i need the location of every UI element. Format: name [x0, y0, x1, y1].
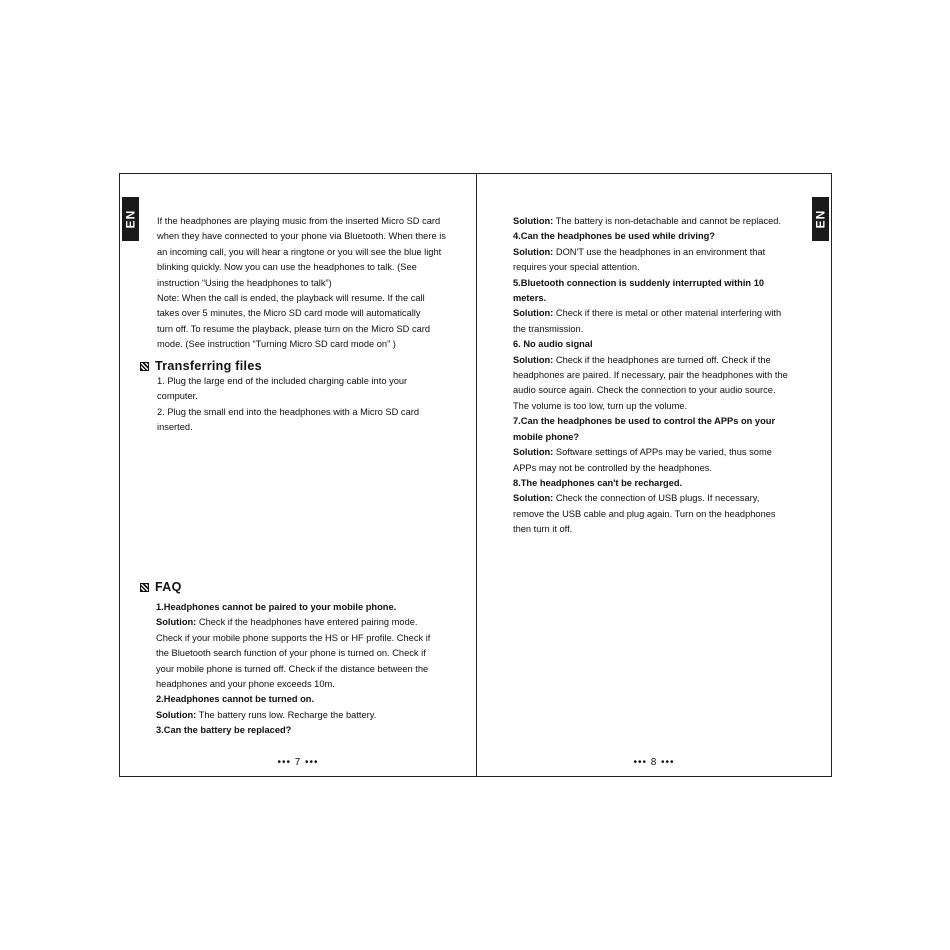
manual-spread	[119, 173, 832, 777]
faq-line: 8.The headphones can't be recharged.	[513, 477, 683, 488]
faq-line: 1.Headphones cannot be paired to your mobile phone.	[156, 602, 397, 612]
transferring-files-heading	[140, 359, 262, 373]
intro-line: takes over 5 minutes, the Micro SD card mode will automatically	[157, 308, 421, 319]
faq-line: then turn it off.	[513, 524, 573, 535]
faq-list-right	[513, 214, 813, 538]
transfer-line: 2. Plug the small end into the headphones with a Micro SD card	[157, 406, 420, 417]
faq-line: 7.Can the headphones be used to control the APPs on your	[513, 416, 776, 427]
faq-line: 6. No audio signal	[513, 339, 593, 350]
faq-line: Solution: Check the connection of USB plugs. If necessary,	[513, 493, 760, 504]
intro-line: instruction “Using the headphones to talk”)	[157, 277, 332, 288]
intro-paragraph	[157, 214, 467, 353]
transfer-line: inserted.	[157, 422, 193, 433]
page-number-right: ••• 8 •••	[633, 757, 675, 768]
faq-line: APPs may not be controlled by the headphones.	[513, 462, 712, 473]
transfer-line: 1. Plug the large end of the included charging cable into your	[157, 376, 408, 386]
section-square-icon	[140, 362, 149, 371]
faq-line: mobile phone?	[513, 431, 580, 442]
faq-line: Solution: Software settings of APPs may be varied, thus some	[513, 447, 772, 458]
intro-line: If the headphones are playing music from the inserted Micro SD card	[157, 216, 441, 226]
intro-line: when they have connected to your phone via Bluetooth. When there is	[157, 231, 446, 242]
faq-line: Solution: Check if the headphones are turned off. Check if the	[513, 354, 771, 365]
faq-line: audio source again. Check the connection to your audio source.	[513, 385, 776, 396]
faq-line: meters.	[513, 293, 547, 304]
intro-line: Note: When the call is ended, the playback will resume. If the call	[157, 293, 425, 304]
language-tab-left	[122, 197, 139, 241]
faq-heading	[140, 580, 182, 594]
page-8	[477, 174, 831, 776]
faq-line: Solution: DON'T use the headphones in an environment that	[513, 246, 766, 257]
language-tab-right	[812, 197, 829, 241]
faq-line: 4.Can the headphones be used while driving?	[513, 231, 715, 242]
faq-line: requires your special attention.	[513, 262, 640, 273]
faq-line: 3.Can the battery be replaced?	[156, 725, 292, 736]
faq-line: 5.Bluetooth connection is suddenly interrupted within 10	[513, 277, 765, 288]
faq-list-left	[156, 600, 466, 739]
transferring-files-title: Transferring files	[155, 359, 262, 373]
faq-title: FAQ	[155, 580, 182, 594]
faq-line: remove the USB cable and plug again. Turn on the headphones	[513, 508, 776, 519]
page-number-left: ••• 7 •••	[277, 757, 319, 768]
faq-line: your mobile phone is turned off. Check if the distance between the	[156, 663, 429, 674]
faq-line: 2.Headphones cannot be turned on.	[156, 694, 315, 705]
faq-line: Solution: The battery runs low. Recharge the battery.	[156, 709, 377, 720]
faq-line: Solution: The battery is non-detachable and cannot be replaced.	[513, 216, 782, 226]
language-tab-label: EN	[813, 209, 828, 229]
faq-line: the transmission.	[513, 323, 584, 334]
faq-line: Solution: Check if the headphones have entered pairing mode.	[156, 617, 418, 628]
page-7	[120, 174, 476, 776]
faq-line: The volume is too low, turn up the volume.	[513, 400, 688, 411]
intro-line: an incoming call, you will hear a ringtone or you will see the blue light	[157, 246, 442, 257]
faq-line: headphones and your phone exceeds 10m.	[156, 679, 335, 690]
section-square-icon	[140, 583, 149, 592]
transfer-line: computer.	[157, 391, 198, 402]
intro-line: turn off. To resume the playback, please turn on the Micro SD card	[157, 323, 431, 334]
faq-line: headphones are paired. If necessary, pair the headphones with the	[513, 370, 788, 381]
faq-line: the Bluetooth search function of your phone is turned on. Check if	[156, 648, 426, 659]
language-tab-label: EN	[123, 209, 138, 229]
intro-line: mode. (See instruction “Turning Micro SD card mode on” )	[157, 339, 396, 350]
transfer-steps	[157, 374, 467, 436]
faq-line: Solution: Check if there is metal or other material interfering with	[513, 308, 782, 319]
faq-line: Check if your mobile phone supports the HS or HF profile. Check if	[156, 632, 431, 643]
intro-line: blinking quickly. Now you can use the headphones to talk. (See	[157, 262, 417, 273]
